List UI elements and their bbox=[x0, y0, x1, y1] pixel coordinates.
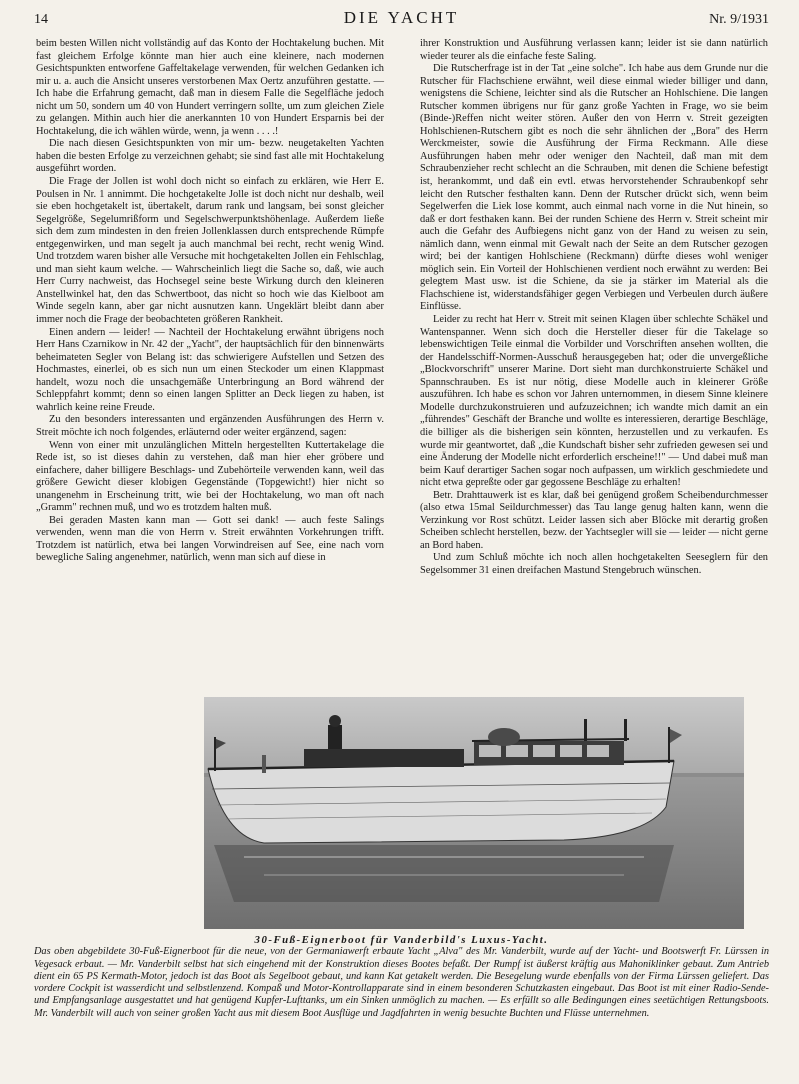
magazine-title: DIE YACHT bbox=[343, 8, 460, 27]
boat-photograph bbox=[204, 697, 744, 929]
paragraph: Wenn von einer mit unzulänglichen Mitteln hergestellten Kuttertakelage die Rede ist, so ist dieses dahin zu verstehen, daß man hier eher gröbere und einfachere, daher billigere Beschlags- und Zubehörteile verwenden kann, weil das größere Gewicht dieser klobigen Gegenstände (Topgewicht!) hier nicht so unangenehm in Erscheinung tritt, wie bei der Hochtakelung, wo man oft nach „Gramm" rechnen muß, und wo es trotzdem halten muß. bbox=[36, 439, 384, 514]
paragraph: Bei geraden Masten kann man — Gott sei dank! — auch feste Salings verwenden, wenn man die von Herrn v. Streit erwähnten Vorkehrungen trifft. Trotzdem ist natürlich, etwa bei langen Vorwindreisen auf See, eine nach vorn bewegliche Saling angenehmer, natürlich, wenn man sich auf diese in bbox=[36, 514, 384, 564]
left-column bbox=[36, 38, 384, 565]
paragraph: ihrer Konstruktion und Ausführung verlassen kann; leider ist sie dann natürlich wieder teurer als die einfache feste Saling. bbox=[420, 38, 768, 62]
paragraph: Die Rutscherfrage ist in der Tat „eine solche". Ich habe aus dem Grunde nur die Rutscher für Flachschiene erwähnt, weil diese einmal wieder billiger und dann, wenigstens die Schiene, leichter sind als die Rutscher an Hohlschiene. Die langen Rutscher kommen übrigens nur für ganz große Yachten in Frage, wo sie beim (Binde-)Reffen nicht weiter stören. Außer den von Herrn v. Streit gezeigten Hohlschienen-Rutschern gibt es noch die sehr ähnlichen der „Bora" des Herrn Werckmeister, sowie die Ausführung der Firma Reckmann. Alle diese Ausführungen haben mehr oder weniger den Nachteil, daß man mit dem Schraubenzieher recht schlecht an die Schrauben, mit denen die Schiene befestigt ist, herankommt, und daß ein evtl. etwas hervorstehender Schraubenkopf sehr leicht den Rutscher festhalten kann. Denn der Rutscher drückt sich, wenn beim Segelwerfen die Liek lose kommt, auch einmal nach vorne in die Nut hinein, so daß er dort festhaken kann. Bei der runden Schiene des Herrn v. Streit scheint mir auch die Gefahr des Aufbiegens nicht ganz von der Hand zu weisen zu sein, nämlich dann, wenn einmal mit Gewalt nach der Seite an dem Rutscher gezogen wird; bei der kantigen Hohlschiene (Reckmann) dürfte dieses wohl weniger möglich sein. Ein Vorteil der Hohlschienen verdient noch erwähnt zu werden: Bei gelegtem Mast usw. ist die Schiene, da sie ja stärker im Material als die Flachschiene ist, widerstandsfähiger gegen Verbiegen und Verbeulen durch äußere Einflüsse. bbox=[420, 63, 768, 313]
page-number: 14 bbox=[34, 12, 48, 27]
paragraph: Und zum Schluß möchte ich noch allen hochgetakelten Seeseglern für den Segelsommer 31 einen dreifachen Mastund Stengebruch wünschen. bbox=[420, 552, 768, 576]
paragraph: beim besten Willen nicht vollständig auf das Konto der Hochtakelung buchen. Mit fast gleichem Erfolge könnte man hier auch eine kleinere, nach modernen Gesichtspunkten entworfene Gaffeltakelage verwenden, für welchen Gedanken ich mir u. a. auch die Ansicht unseres verstorbenen Max Oertz anzuführen gestatte. — Ich habe die Erfahrung gemacht, daß man in diesem Falle die Segelfläche jedoch nicht um 50, sondern um 40 von Hundert verringern sollte, um zum gleichen Ziele zu gelangen. Mithin auch hier die anerkannten 10 von Hundert Ersparnis bei der Hochtakelung, die ich wählen würde, wenn, ja wenn . . . .! bbox=[36, 38, 384, 137]
paragraph: Zu den besonders interessanten und ergänzenden Ausführungen des Herrn v. Streit möchte ich noch folgendes, erläuternd oder weiter ergänzend, sagen: bbox=[36, 414, 384, 438]
page-header bbox=[34, 8, 769, 32]
boat-photo-illustration bbox=[204, 697, 744, 929]
right-column bbox=[420, 38, 768, 578]
photo-caption bbox=[34, 934, 769, 1020]
paragraph: Einen andern — leider! — Nachteil der Hochtakelung erwähnt übrigens noch Herr Hans Czarnikow in Nr. 42 der „Yacht", der hauptsächlich für den binnenwärts beheimateten Segler von Belang ist: das schwierigere Aufstellen und Setzen des Hochmastes, einerlei, ob es sich nun um einen Steckoder um einen Klappmast handelt, wozu noch die unsachgemäße Unterbringung an Bord während der Schleppfahrt kommt; denn so einen langen Splitter an Deck liegen zu haben, ist wahrlich keine reine Freude. bbox=[36, 326, 384, 413]
issue-number: Nr. 9/1931 bbox=[709, 12, 769, 27]
paragraph: Die nach diesen Gesichtspunkten von mir um- bezw. neugetakelten Yachten haben die besten Erfolge zu verzeichnen gehabt; sie sind fast alle mit Hochtakelung ausgeführt worden. bbox=[36, 138, 384, 175]
caption-title: 30-Fuß-Eignerboot für Vanderbild's Luxus-Yacht. bbox=[254, 934, 549, 946]
paragraph: Betr. Drahttauwerk ist es klar, daß bei genügend großem Scheibendurchmesser (also etwa 15mal Seildurchmesser) das Tau lange genug halten kann, wenn die Verzinkung vor Rost schützt. Leider lassen sich aber Blöcke mit derartig großen Scheiben schlecht herstellen, bezw. der Yachtsegler will sie — leider — nicht gerne an Bord haben. bbox=[420, 489, 768, 551]
paragraph: Leider zu recht hat Herr v. Streit mit seinen Klagen über schlechte Schäkel und Wantenspanner. Wenn sich doch die Hersteller dieser für die Takelage so lebenswichtigen Teile einmal die Vorbilder und Vorschriften ansehen wollten, die der Handelsschiff-Normen-Ausschuß herausgegeben hat; oder die unvergeßliche „Blockvorschrift" unserer Marine. Dort sieht man durchkonstruierte Schäkel und Spannschrauben. Es ist nur nötig, diese Modelle auch in kleinerer Größe auszuführen. Ich habe es schon vor Jahren unternommen, in diesem Sinne kleinere Modelle durchzukonstruieren und aufzuzeichnen; ich wandte mich damit an ein „führendes" Geschäft der Branche und wollte es interessieren, derartige Beschläge, die billiger als die bisherigen sein könnten, herzustellen und zu verkaufen. Es wurde mir geantwortet, daß „die Kundschaft bisher sehr zufrieden gewesen sei und eine Änderung der Modelle nicht erforderlich erscheine!!" — Und dabei muß man beim Kauf derartiger Sachen sogar noch aufpassen, um wirklich geschmiedete und nicht etwa gepreßte oder gar gegossene Beschläge zu erhalten! bbox=[420, 314, 768, 489]
caption-body: Das oben abgebildete 30-Fuß-Eignerboot für die neue, von der Germaniawerft erbaute Yacht „Alva" des Mr. Vanderbilt, wurde auf der Yacht- und Bootswerft Fr. Lürssen in Vegesack erbaut. — Mr. Vanderbilt selbst hat sich eingehend mit der Konstruktion dieses Bootes befaßt. Der Rumpf ist äußerst kräftig aus Mahoniklinker gebaut. Zum Antrieb dient ein 65 PS Kermath-Motor, jedoch ist das Boot als Segelboot gebaut, und kann Kat getakelt werden. Die Besegelung wurde ebenfalls von der Firma Lürssen geliefert. Das vordere Cockpit ist wasserdicht und selbstlenzend. Kompaß und Motor-Kontrollapparate sind in einem besonderen Schutzkasten eingebaut. Das Boot ist mit einer Radio-Sende- und Empfangsanlage ausgestattet und hat genügend Kupfer-Lufttanks, um ein Sinken unmöglich zu machen. — Es erfüllt so alle Bedingungen eines seetüchtigen Rettungsboots. Mr. Vanderbilt will auch von seiner großen Yacht aus mit diesem Boot Ausflüge und Jagdfahrten in wenig besuchte Buchten und Flüsse unternehmen. bbox=[34, 946, 769, 1019]
paragraph: Die Frage der Jollen ist wohl doch nicht so einfach zu erklären, wie Herr E. Poulsen in Nr. 1 annimmt. Die hochgetakelte Jolle ist doch nicht nur deshalb, weil sie eben hochgetakelt ist, übertakelt, darum rank und langsam, bei sonst gleicher Segelgröße, Segelumrißform und Segelschwerpunktshöhenlage. Außerdem ließe sich dem zum mindesten in den freien Jollenklassen durch entsprechende Rümpfe entgegenwirken, und man segelt ja auch manchmal bei recht, recht wenig Wind. Und trotzdem waren bisher alle Versuche mit hochgetakelten Jollen ein Fehlschlag, und man sieht kaum welche. — Wahrscheinlich liegt die Sache so, daß, wie auch Herr Curry nachweist, das Hochsegel seine beste Wirkung durch den kleineren Anstellwinkel hat, den das Schwertboot, das nicht so hoch wie das Kielboot am Winde segeln kann, aber gar nicht ausnutzen kann. Ungeklärt bleibt dann aber immer noch die Frage der beobachteten größeren Rankheit. bbox=[36, 176, 384, 326]
